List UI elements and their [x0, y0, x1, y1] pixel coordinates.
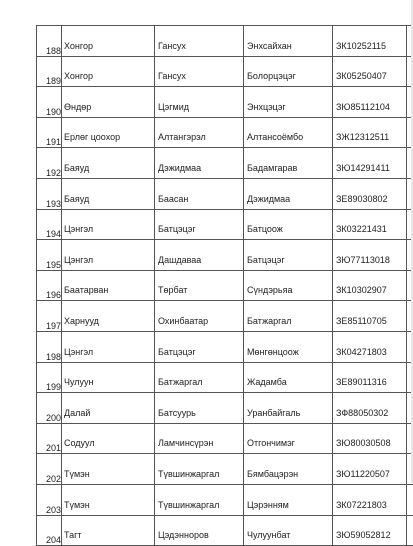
given-name-cell: Сүндэрьяа: [244, 270, 333, 301]
clan-name-cell: Цэнгэл: [62, 240, 155, 271]
register-number-cell: ЗФ88050302: [333, 393, 407, 424]
father-name-cell: Батцэцэг: [155, 331, 244, 362]
row-number: 202: [37, 454, 62, 485]
row-number: 201: [37, 423, 62, 454]
register-number-cell: ЗК05250407: [333, 56, 407, 87]
table-row: [37, 209, 413, 240]
roster-table: [36, 25, 413, 546]
given-name-cell: Энхсайхан: [244, 26, 333, 57]
row-number: 191: [37, 117, 62, 148]
clan-name-cell: Баяуд: [62, 148, 155, 179]
row-number: 204: [37, 515, 62, 546]
clan-name-cell: Ерлөг цоохор: [62, 117, 155, 148]
row-number: 199: [37, 362, 62, 393]
given-name-cell: Бадамгарав: [244, 148, 333, 179]
register-number-cell: ЗЮ77113018: [333, 240, 407, 271]
register-number-cell: ЗЖ12312511: [333, 117, 407, 148]
row-number: 192: [37, 148, 62, 179]
clan-name-cell: Цэнгэл: [62, 209, 155, 240]
given-name-cell: Батцэцэг: [244, 240, 333, 271]
father-name-cell: Охинбаатар: [155, 301, 244, 332]
father-name-cell: Гансух: [155, 26, 244, 57]
empty-cell: [407, 484, 413, 515]
table-row: [37, 87, 413, 118]
row-number: 197: [37, 301, 62, 332]
given-name-cell: Батжаргал: [244, 301, 333, 332]
father-name-cell: Дэжидмаа: [155, 148, 244, 179]
row-number: 193: [37, 178, 62, 209]
father-name-cell: Алтангэрэл: [155, 117, 244, 148]
clan-name-cell: Өндөр: [62, 87, 155, 118]
given-name-cell: Чулуунбат: [244, 515, 333, 546]
father-name-cell: Гансух: [155, 56, 244, 87]
table-row: [37, 240, 413, 271]
clan-name-cell: Содуул: [62, 423, 155, 454]
row-number: 196: [37, 270, 62, 301]
father-name-cell: Батцэцэг: [155, 209, 244, 240]
given-name-cell: Дэжидмаа: [244, 178, 333, 209]
clan-name-cell: Цэнгэл: [62, 331, 155, 362]
register-number-cell: ЗЮ85112104: [333, 87, 407, 118]
father-name-cell: Цэдэнноров: [155, 515, 244, 546]
father-name-cell: Төрбат: [155, 270, 244, 301]
table-row: [37, 26, 413, 57]
register-number-cell: ЗЕ89011316: [333, 362, 407, 393]
table-row: [37, 301, 413, 332]
register-number-cell: ЗЮ59052812: [333, 515, 407, 546]
given-name-cell: Бямбацэрэн: [244, 454, 333, 485]
register-number-cell: ЗЕ89030802: [333, 178, 407, 209]
father-name-cell: Цэгмид: [155, 87, 244, 118]
empty-cell: [407, 515, 413, 546]
row-number: 194: [37, 209, 62, 240]
father-name-cell: Батсуурь: [155, 393, 244, 424]
given-name-cell: Батцоож: [244, 209, 333, 240]
register-number-cell: ЗЮ14291411: [333, 148, 407, 179]
table-row: [37, 270, 413, 301]
row-number: 188: [37, 26, 62, 57]
register-number-cell: ЗК07221803: [333, 484, 407, 515]
table-row: [37, 393, 413, 424]
given-name-cell: Алтансоёмбо: [244, 117, 333, 148]
table-row: [37, 178, 413, 209]
table-row: [37, 56, 413, 87]
register-number-cell: ЗЮ11220507: [333, 454, 407, 485]
register-number-cell: ЗК10302907: [333, 270, 407, 301]
father-name-cell: Түвшинжаргал: [155, 484, 244, 515]
clan-name-cell: Түмэн: [62, 484, 155, 515]
father-name-cell: Ламчинсүрэн: [155, 423, 244, 454]
table-row: [37, 515, 413, 546]
row-number: 203: [37, 484, 62, 515]
register-number-cell: ЗК10252115: [333, 26, 407, 57]
given-name-cell: Цэрэнням: [244, 484, 333, 515]
register-number-cell: ЗЕ85110705: [333, 301, 407, 332]
father-name-cell: Батжаргал: [155, 362, 244, 393]
clan-name-cell: Хонгор: [62, 56, 155, 87]
register-number-cell: ЗЮ80030508: [333, 423, 407, 454]
given-name-cell: Болорцэцэг: [244, 56, 333, 87]
table-row: [37, 454, 413, 485]
given-name-cell: Уранбайгаль: [244, 393, 333, 424]
clan-name-cell: Түмэн: [62, 454, 155, 485]
clan-name-cell: Харнууд: [62, 301, 155, 332]
roster-table-body: [37, 26, 413, 546]
table-row: [37, 117, 413, 148]
clan-name-cell: Далай: [62, 393, 155, 424]
given-name-cell: Энхцэцэг: [244, 87, 333, 118]
row-number: 198: [37, 331, 62, 362]
row-number: 200: [37, 393, 62, 424]
given-name-cell: Отгончимэг: [244, 423, 333, 454]
clan-name-cell: Баатарван: [62, 270, 155, 301]
father-name-cell: Баасан: [155, 178, 244, 209]
register-number-cell: ЗК03221431: [333, 209, 407, 240]
clan-name-cell: Баяуд: [62, 178, 155, 209]
father-name-cell: Түвшинжаргал: [155, 454, 244, 485]
given-name-cell: Жадамба: [244, 362, 333, 393]
table-row: [37, 423, 413, 454]
table-row: [37, 331, 413, 362]
clan-name-cell: Тагт: [62, 515, 155, 546]
table-row: [37, 362, 413, 393]
table-row: [37, 148, 413, 179]
register-number-cell: ЗК04271803: [333, 331, 407, 362]
given-name-cell: Мөнгөнцоож: [244, 331, 333, 362]
row-number: 189: [37, 56, 62, 87]
row-number: 190: [37, 87, 62, 118]
clan-name-cell: Хонгор: [62, 26, 155, 57]
table-row: [37, 484, 413, 515]
father-name-cell: Дашдаваа: [155, 240, 244, 271]
row-number: 195: [37, 240, 62, 271]
clan-name-cell: Чулуун: [62, 362, 155, 393]
